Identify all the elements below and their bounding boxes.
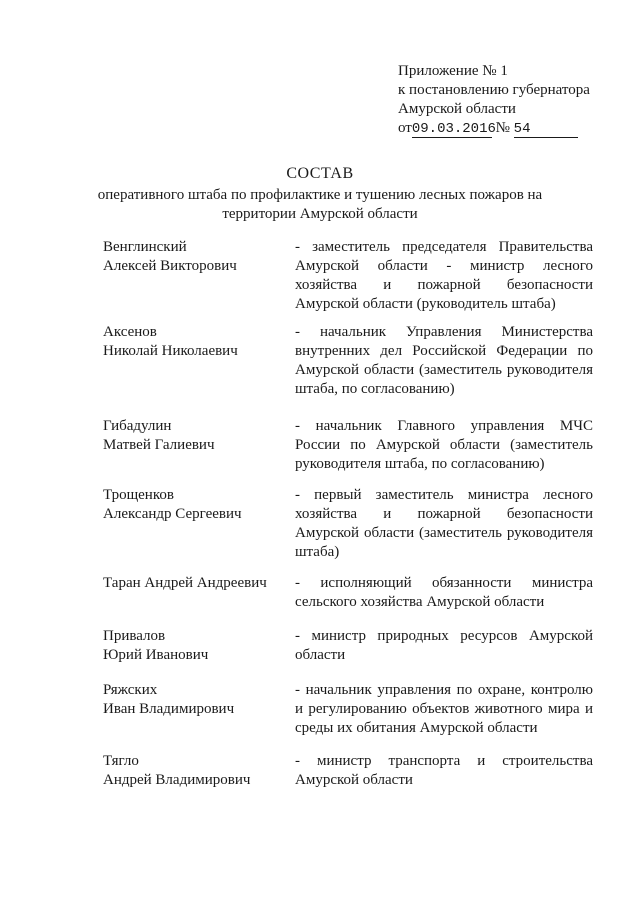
member-surname: Венглинский xyxy=(103,239,187,255)
member-role: - начальник управления по охране, контролю и регулированию объектов животного мира и среды их обитания Амурской области xyxy=(295,682,593,736)
appendix-line-1: Приложение № 1 xyxy=(398,63,508,79)
appendix-date-line xyxy=(398,119,628,138)
document-date: 09.03.2016 xyxy=(411,121,496,137)
member-given-names: Николай Николаевич xyxy=(103,343,238,359)
member-given-names: Матвей Галиевич xyxy=(103,437,215,453)
title-heading: СОСТАВ xyxy=(286,165,354,182)
document-number: 54 xyxy=(514,122,578,138)
member-given-names: Александр Сергеевич xyxy=(103,506,242,522)
member-name xyxy=(103,486,283,524)
number-label: № xyxy=(495,120,510,136)
member-role: - заместитель председателя Правительства Амурской области - министр лесного хозяйства и пожарной безопасности Амурской области (руководитель штаба) xyxy=(295,239,593,312)
member-surname: Тягло xyxy=(103,753,139,769)
member-surname: Привалов xyxy=(103,628,166,644)
appendix-header xyxy=(398,62,628,138)
member-surname: Таран Андрей Андреевич xyxy=(103,575,267,591)
appendix-line-3: Амурской области xyxy=(398,101,516,117)
member-name xyxy=(103,681,283,719)
document-title xyxy=(60,164,580,224)
member-name xyxy=(103,238,283,276)
appendix-line-2: к постановлению губернатора xyxy=(398,82,590,98)
date-prefix: от xyxy=(398,120,412,136)
member-given-names: Юрий Иванович xyxy=(103,647,209,663)
member-role: - исполняющий обязанности министра сельского хозяйства Амурской области xyxy=(295,575,593,610)
member-given-names: Андрей Владимирович xyxy=(103,772,251,788)
member-surname: Гибадулин xyxy=(103,418,172,434)
member-name xyxy=(103,752,283,790)
member-given-names: Иван Владимирович xyxy=(103,701,235,717)
member-surname: Ряжских xyxy=(103,682,158,698)
member-role: - начальник Главного управления МЧС России по Амурской области (заместитель руководителя штаба, по согласованию) xyxy=(295,418,593,472)
member-role: - министр природных ресурсов Амурской области xyxy=(295,628,593,663)
member-given-names: Алексей Викторович xyxy=(103,258,237,274)
member-name xyxy=(103,323,283,361)
member-role: - первый заместитель министра лесного хозяйства и пожарной безопасности Амурской области (заместитель руководителя штаба) xyxy=(295,487,593,560)
member-role: - начальник Управления Министерства внутренних дел Российской Федерации по Амурской области (заместитель руководителя штаба, по согласованию) xyxy=(295,324,593,397)
title-subtitle-line-2: территории Амурской области xyxy=(222,206,418,222)
member-surname: Аксенов xyxy=(103,324,157,340)
member-name xyxy=(103,627,283,665)
member-name xyxy=(103,417,283,455)
member-role: - министр транспорта и строительства Амурской области xyxy=(295,753,593,788)
member-surname: Трощенков xyxy=(103,487,174,503)
member-name xyxy=(103,574,283,593)
title-subtitle-line-1: оперативного штаба по профилактике и тушению лесных пожаров на xyxy=(97,187,543,203)
